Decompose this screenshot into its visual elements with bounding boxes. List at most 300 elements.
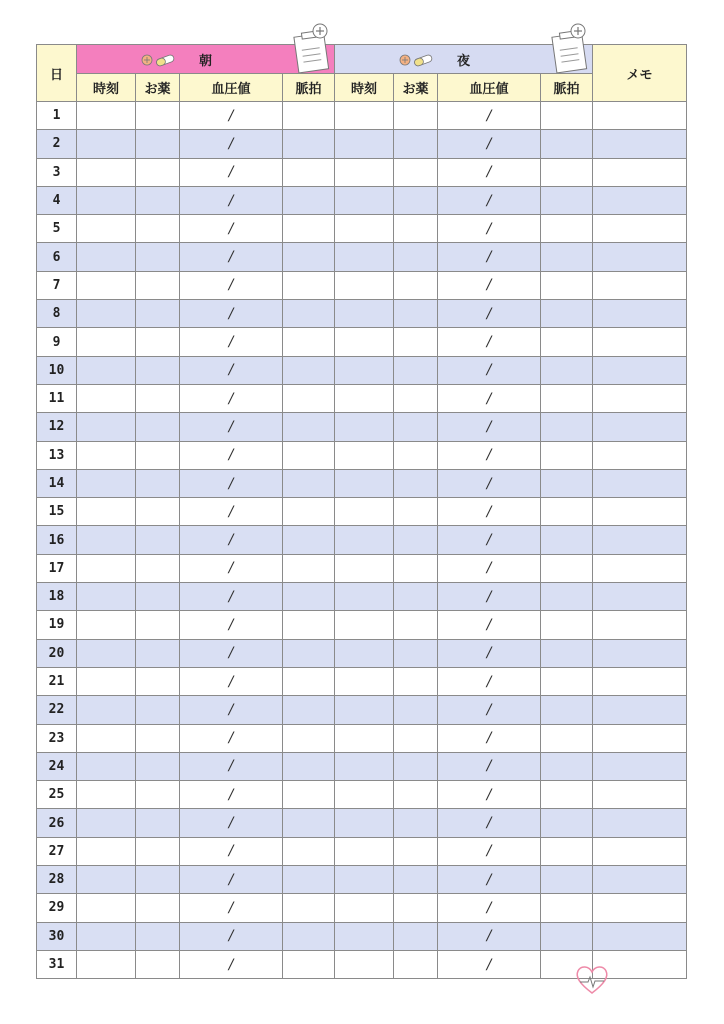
bp-separator: / [228,758,234,775]
evening-pulse-cell[interactable] [541,809,593,837]
morning-blood-pressure-cell[interactable] [180,441,283,469]
morning-time-cell[interactable] [77,950,136,978]
morning-medicine-cell[interactable] [136,215,180,243]
memo-cell[interactable] [593,328,687,356]
table-row [37,781,687,809]
morning-time-cell[interactable] [77,667,136,695]
morning-blood-pressure-cell[interactable] [180,667,283,695]
memo-cell[interactable] [593,469,687,497]
evening-time-cell[interactable] [335,243,394,271]
morning-time-cell[interactable] [77,894,136,922]
evening-pulse-cell[interactable] [541,554,593,582]
evening-blood-pressure-cell[interactable] [438,441,541,469]
morning-blood-pressure-cell[interactable] [180,809,283,837]
morning-pulse-cell[interactable] [283,526,335,554]
evening-medicine-cell[interactable] [394,922,438,950]
evening-time-cell[interactable] [335,158,394,186]
morning-medicine-cell[interactable] [136,328,180,356]
morning-time-cell[interactable] [77,498,136,526]
morning-medicine-cell[interactable] [136,809,180,837]
evening-pulse-cell[interactable] [541,271,593,299]
evening-medicine-cell[interactable] [394,469,438,497]
morning-blood-pressure-cell[interactable] [180,583,283,611]
evening-pulse-cell[interactable] [541,441,593,469]
evening-blood-pressure-cell[interactable] [438,328,541,356]
morning-pulse-cell[interactable] [283,611,335,639]
morning-time-cell[interactable] [77,469,136,497]
evening-time-cell[interactable] [335,922,394,950]
morning-medicine-cell[interactable] [136,866,180,894]
morning-blood-pressure-cell[interactable] [180,413,283,441]
evening-pulse-cell[interactable] [541,894,593,922]
morning-medicine-cell[interactable] [136,724,180,752]
morning-pulse-cell[interactable] [283,215,335,243]
evening-time-cell[interactable] [335,384,394,412]
evening-blood-pressure-cell[interactable] [438,554,541,582]
day-number: 13 [37,441,77,469]
evening-blood-pressure-cell[interactable] [438,498,541,526]
evening-time-cell[interactable] [335,809,394,837]
evening-blood-pressure-cell[interactable] [438,243,541,271]
day-number: 8 [37,300,77,328]
evening-blood-pressure-cell[interactable] [438,639,541,667]
morning-pulse-cell[interactable] [283,130,335,158]
morning-medicine-cell[interactable] [136,894,180,922]
evening-medicine-cell[interactable] [394,356,438,384]
memo-cell[interactable] [593,583,687,611]
morning-blood-pressure-cell[interactable] [180,328,283,356]
table-row [37,498,687,526]
evening-pulse-cell[interactable] [541,639,593,667]
evening-blood-pressure-cell[interactable] [438,469,541,497]
evening-medicine-cell[interactable] [394,752,438,780]
morning-blood-pressure-cell[interactable] [180,611,283,639]
evening-time-cell[interactable] [335,498,394,526]
morning-pulse-cell[interactable] [283,356,335,384]
evening-pulse-cell[interactable] [541,413,593,441]
morning-blood-pressure-cell[interactable] [180,102,283,130]
evening-time-cell[interactable] [335,356,394,384]
evening-pulse-cell[interactable] [541,469,593,497]
morning-time-cell[interactable] [77,922,136,950]
evening-medicine-cell[interactable] [394,639,438,667]
evening-blood-pressure-cell[interactable] [438,186,541,214]
memo-cell[interactable] [593,243,687,271]
memo-cell[interactable] [593,498,687,526]
evening-pulse-cell[interactable] [541,752,593,780]
morning-pulse-cell[interactable] [283,498,335,526]
morning-medicine-cell[interactable] [136,384,180,412]
evening-medicine-cell[interactable] [394,837,438,865]
evening-time-cell[interactable] [335,469,394,497]
morning-time-cell[interactable] [77,554,136,582]
morning-blood-pressure-cell[interactable] [180,215,283,243]
evening-pulse-cell[interactable] [541,583,593,611]
evening-pulse-cell[interactable] [541,243,593,271]
morning-blood-pressure-cell[interactable] [180,554,283,582]
evening-time-cell[interactable] [335,752,394,780]
memo-cell[interactable] [593,611,687,639]
morning-medicine-cell[interactable] [136,781,180,809]
evening-pulse-cell[interactable] [541,611,593,639]
morning-time-cell[interactable] [77,384,136,412]
morning-pulse-cell[interactable] [283,413,335,441]
morning-blood-pressure-cell[interactable] [180,837,283,865]
morning-blood-pressure-cell[interactable] [180,498,283,526]
memo-cell[interactable] [593,639,687,667]
morning-time-cell[interactable] [77,866,136,894]
memo-cell[interactable] [593,781,687,809]
evening-time-cell[interactable] [335,554,394,582]
evening-time-cell[interactable] [335,667,394,695]
morning-blood-pressure-cell[interactable] [180,526,283,554]
evening-blood-pressure-cell[interactable] [438,300,541,328]
memo-cell[interactable] [593,300,687,328]
table-row [37,809,687,837]
morning-medicine-cell[interactable] [136,271,180,299]
evening-blood-pressure-cell[interactable] [438,866,541,894]
morning-pulse-cell[interactable] [283,667,335,695]
evening-pulse-cell[interactable] [541,696,593,724]
evening-medicine-cell[interactable] [394,696,438,724]
morning-medicine-cell[interactable] [136,300,180,328]
evening-time-cell[interactable] [335,724,394,752]
memo-cell[interactable] [593,752,687,780]
memo-cell[interactable] [593,922,687,950]
evening-time-cell[interactable] [335,328,394,356]
morning-blood-pressure-cell[interactable] [180,186,283,214]
morning-time-cell[interactable] [77,186,136,214]
memo-cell[interactable] [593,384,687,412]
evening-medicine-cell[interactable] [394,667,438,695]
morning-pulse-cell[interactable] [283,922,335,950]
morning-time-cell[interactable] [77,243,136,271]
morning-pulse-cell[interactable] [283,441,335,469]
evening-time-cell[interactable] [335,186,394,214]
morning-blood-pressure-cell[interactable] [180,781,283,809]
evening-pulse-cell[interactable] [541,667,593,695]
evening-pulse-cell[interactable] [541,102,593,130]
morning-time-cell[interactable] [77,526,136,554]
memo-cell[interactable] [593,724,687,752]
morning-pulse-cell[interactable] [283,384,335,412]
morning-time-cell[interactable] [77,611,136,639]
morning-medicine-cell[interactable] [136,102,180,130]
morning-medicine-cell[interactable] [136,837,180,865]
evening-pulse-cell[interactable] [541,837,593,865]
evening-blood-pressure-cell[interactable] [438,130,541,158]
morning-blood-pressure-cell[interactable] [180,271,283,299]
morning-time-cell[interactable] [77,752,136,780]
evening-medicine-cell[interactable] [394,498,438,526]
morning-pulse-cell[interactable] [283,583,335,611]
morning-blood-pressure-cell[interactable] [180,894,283,922]
morning-time-cell[interactable] [77,413,136,441]
evening-medicine-cell[interactable] [394,611,438,639]
morning-medicine-cell[interactable] [136,922,180,950]
evening-time-cell[interactable] [335,215,394,243]
morning-medicine-cell[interactable] [136,950,180,978]
evening-medicine-cell[interactable] [394,894,438,922]
morning-medicine-cell[interactable] [136,696,180,724]
day-number: 22 [37,696,77,724]
evening-time-cell[interactable] [335,130,394,158]
memo-cell[interactable] [593,696,687,724]
evening-pulse-cell[interactable] [541,384,593,412]
evening-medicine-cell[interactable] [394,554,438,582]
evening-time-cell[interactable] [335,102,394,130]
morning-blood-pressure-cell[interactable] [180,922,283,950]
evening-time-cell[interactable] [335,441,394,469]
morning-blood-pressure-cell[interactable] [180,696,283,724]
evening-pulse-cell[interactable] [541,781,593,809]
evening-time-cell[interactable] [335,611,394,639]
memo-cell[interactable] [593,102,687,130]
evening-pulse-cell[interactable] [541,328,593,356]
memo-cell[interactable] [593,526,687,554]
morning-medicine-cell[interactable] [136,554,180,582]
morning-pulse-cell[interactable] [283,752,335,780]
morning-blood-pressure-cell[interactable] [180,724,283,752]
morning-medicine-cell[interactable] [136,356,180,384]
morning-time-cell[interactable] [77,271,136,299]
morning-blood-pressure-cell[interactable] [180,469,283,497]
evening-pulse-cell[interactable] [541,158,593,186]
morning-medicine-cell[interactable] [136,611,180,639]
morning-medicine-cell[interactable] [136,667,180,695]
evening-medicine-cell[interactable] [394,243,438,271]
morning-time-cell[interactable] [77,696,136,724]
memo-column-header: メモ [593,45,687,102]
morning-pulse-cell[interactable] [283,271,335,299]
bp-separator: / [486,588,492,605]
evening-medicine-header: お薬 [394,74,438,102]
morning-blood-pressure-cell[interactable] [180,752,283,780]
evening-medicine-cell[interactable] [394,328,438,356]
evening-pulse-cell[interactable] [541,130,593,158]
evening-blood-pressure-cell[interactable] [438,809,541,837]
evening-pulse-cell[interactable] [541,215,593,243]
morning-medicine-cell[interactable] [136,752,180,780]
evening-medicine-cell[interactable] [394,583,438,611]
evening-blood-pressure-cell[interactable] [438,724,541,752]
evening-medicine-cell[interactable] [394,526,438,554]
morning-time-cell[interactable] [77,356,136,384]
table-row [37,554,687,582]
morning-blood-pressure-cell[interactable] [180,356,283,384]
evening-time-cell[interactable] [335,413,394,441]
evening-time-cell[interactable] [335,866,394,894]
evening-blood-pressure-cell[interactable] [438,950,541,978]
evening-blood-pressure-cell[interactable] [438,271,541,299]
log-rows [37,102,687,979]
morning-pulse-cell[interactable] [283,102,335,130]
morning-blood-pressure-cell[interactable] [180,866,283,894]
morning-pulse-cell[interactable] [283,866,335,894]
evening-pulse-cell[interactable] [541,356,593,384]
bp-separator: / [228,673,234,690]
evening-medicine-cell[interactable] [394,300,438,328]
evening-blood-pressure-cell[interactable] [438,413,541,441]
evening-time-cell[interactable] [335,781,394,809]
memo-cell[interactable] [593,894,687,922]
bp-separator: / [486,843,492,860]
evening-blood-pressure-cell[interactable] [438,611,541,639]
evening-blood-pressure-cell[interactable] [438,894,541,922]
morning-pulse-cell[interactable] [283,300,335,328]
day-number: 23 [37,724,77,752]
morning-pulse-cell[interactable] [283,781,335,809]
morning-pulse-cell[interactable] [283,158,335,186]
evening-medicine-cell[interactable] [394,215,438,243]
evening-medicine-cell[interactable] [394,950,438,978]
morning-blood-pressure-cell[interactable] [180,384,283,412]
evening-time-cell[interactable] [335,894,394,922]
memo-cell[interactable] [593,809,687,837]
morning-blood-pressure-cell[interactable] [180,158,283,186]
evening-medicine-cell[interactable] [394,186,438,214]
morning-time-cell[interactable] [77,809,136,837]
evening-medicine-cell[interactable] [394,102,438,130]
bp-separator: / [486,815,492,832]
evening-blood-pressure-cell[interactable] [438,526,541,554]
heart-pulse-icon [574,964,610,996]
memo-cell[interactable] [593,554,687,582]
morning-pulse-cell[interactable] [283,894,335,922]
morning-blood-pressure-cell[interactable] [180,130,283,158]
evening-pulse-cell[interactable] [541,186,593,214]
evening-blood-pressure-cell[interactable] [438,837,541,865]
morning-pulse-cell[interactable] [283,186,335,214]
bp-separator: / [228,107,234,124]
morning-time-cell[interactable] [77,441,136,469]
morning-time-cell[interactable] [77,837,136,865]
morning-time-cell[interactable] [77,215,136,243]
evening-time-cell[interactable] [335,837,394,865]
evening-pulse-cell[interactable] [541,866,593,894]
evening-pulse-cell[interactable] [541,526,593,554]
morning-medicine-cell[interactable] [136,158,180,186]
evening-medicine-cell[interactable] [394,413,438,441]
evening-time-cell[interactable] [335,271,394,299]
morning-medicine-cell[interactable] [136,243,180,271]
morning-medicine-cell[interactable] [136,186,180,214]
day-number: 24 [37,752,77,780]
morning-pulse-cell[interactable] [283,696,335,724]
evening-medicine-cell[interactable] [394,781,438,809]
day-number: 11 [37,384,77,412]
morning-pulse-cell[interactable] [283,554,335,582]
morning-medicine-cell[interactable] [136,413,180,441]
evening-time-cell[interactable] [335,950,394,978]
morning-time-cell[interactable] [77,130,136,158]
memo-cell[interactable] [593,413,687,441]
morning-time-cell[interactable] [77,300,136,328]
morning-pulse-cell[interactable] [283,724,335,752]
morning-pulse-cell[interactable] [283,328,335,356]
morning-pulse-cell[interactable] [283,639,335,667]
morning-pulse-cell[interactable] [283,950,335,978]
morning-time-cell[interactable] [77,583,136,611]
evening-medicine-cell[interactable] [394,724,438,752]
morning-time-cell[interactable] [77,328,136,356]
morning-time-cell[interactable] [77,781,136,809]
morning-time-cell[interactable] [77,158,136,186]
memo-cell[interactable] [593,441,687,469]
morning-medicine-cell[interactable] [136,639,180,667]
morning-medicine-cell[interactable] [136,526,180,554]
morning-blood-pressure-cell[interactable] [180,243,283,271]
morning-time-cell[interactable] [77,639,136,667]
evening-medicine-cell[interactable] [394,271,438,299]
morning-blood-pressure-cell[interactable] [180,300,283,328]
evening-time-cell[interactable] [335,696,394,724]
evening-time-cell[interactable] [335,639,394,667]
morning-blood-pressure-cell[interactable] [180,639,283,667]
morning-medicine-cell[interactable] [136,441,180,469]
memo-cell[interactable] [593,186,687,214]
morning-medicine-cell[interactable] [136,130,180,158]
evening-blood-pressure-cell[interactable] [438,384,541,412]
evening-pulse-cell[interactable] [541,498,593,526]
evening-pulse-cell[interactable] [541,300,593,328]
evening-medicine-cell[interactable] [394,809,438,837]
evening-blood-pressure-cell[interactable] [438,922,541,950]
evening-pulse-cell[interactable] [541,724,593,752]
morning-blood-pressure-cell[interactable] [180,950,283,978]
evening-medicine-cell[interactable] [394,441,438,469]
memo-cell[interactable] [593,667,687,695]
memo-cell[interactable] [593,158,687,186]
memo-cell[interactable] [593,866,687,894]
evening-medicine-cell[interactable] [394,866,438,894]
evening-blood-pressure-cell[interactable] [438,583,541,611]
evening-time-cell[interactable] [335,526,394,554]
morning-pulse-cell[interactable] [283,243,335,271]
morning-pulse-cell[interactable] [283,469,335,497]
morning-medicine-cell[interactable] [136,469,180,497]
evening-medicine-cell[interactable] [394,130,438,158]
evening-time-cell[interactable] [335,300,394,328]
memo-cell[interactable] [593,356,687,384]
evening-time-cell[interactable] [335,583,394,611]
memo-cell[interactable] [593,215,687,243]
morning-time-cell[interactable] [77,102,136,130]
memo-cell[interactable] [593,130,687,158]
morning-medicine-cell[interactable] [136,498,180,526]
evening-blood-pressure-cell[interactable] [438,667,541,695]
evening-medicine-cell[interactable] [394,384,438,412]
evening-blood-pressure-cell[interactable] [438,356,541,384]
evening-blood-pressure-cell[interactable] [438,158,541,186]
bp-separator: / [486,503,492,520]
evening-pulse-cell[interactable] [541,922,593,950]
evening-medicine-cell[interactable] [394,158,438,186]
morning-medicine-header: お薬 [136,74,180,102]
memo-cell[interactable] [593,271,687,299]
morning-pulse-cell[interactable] [283,837,335,865]
evening-blood-pressure-cell[interactable] [438,752,541,780]
morning-time-cell[interactable] [77,724,136,752]
morning-pulse-cell[interactable] [283,809,335,837]
memo-cell[interactable] [593,837,687,865]
evening-blood-pressure-cell[interactable] [438,696,541,724]
evening-blood-pressure-cell[interactable] [438,215,541,243]
morning-medicine-cell[interactable] [136,583,180,611]
evening-blood-pressure-cell[interactable] [438,102,541,130]
evening-blood-pressure-cell[interactable] [438,781,541,809]
table-row [37,752,687,780]
